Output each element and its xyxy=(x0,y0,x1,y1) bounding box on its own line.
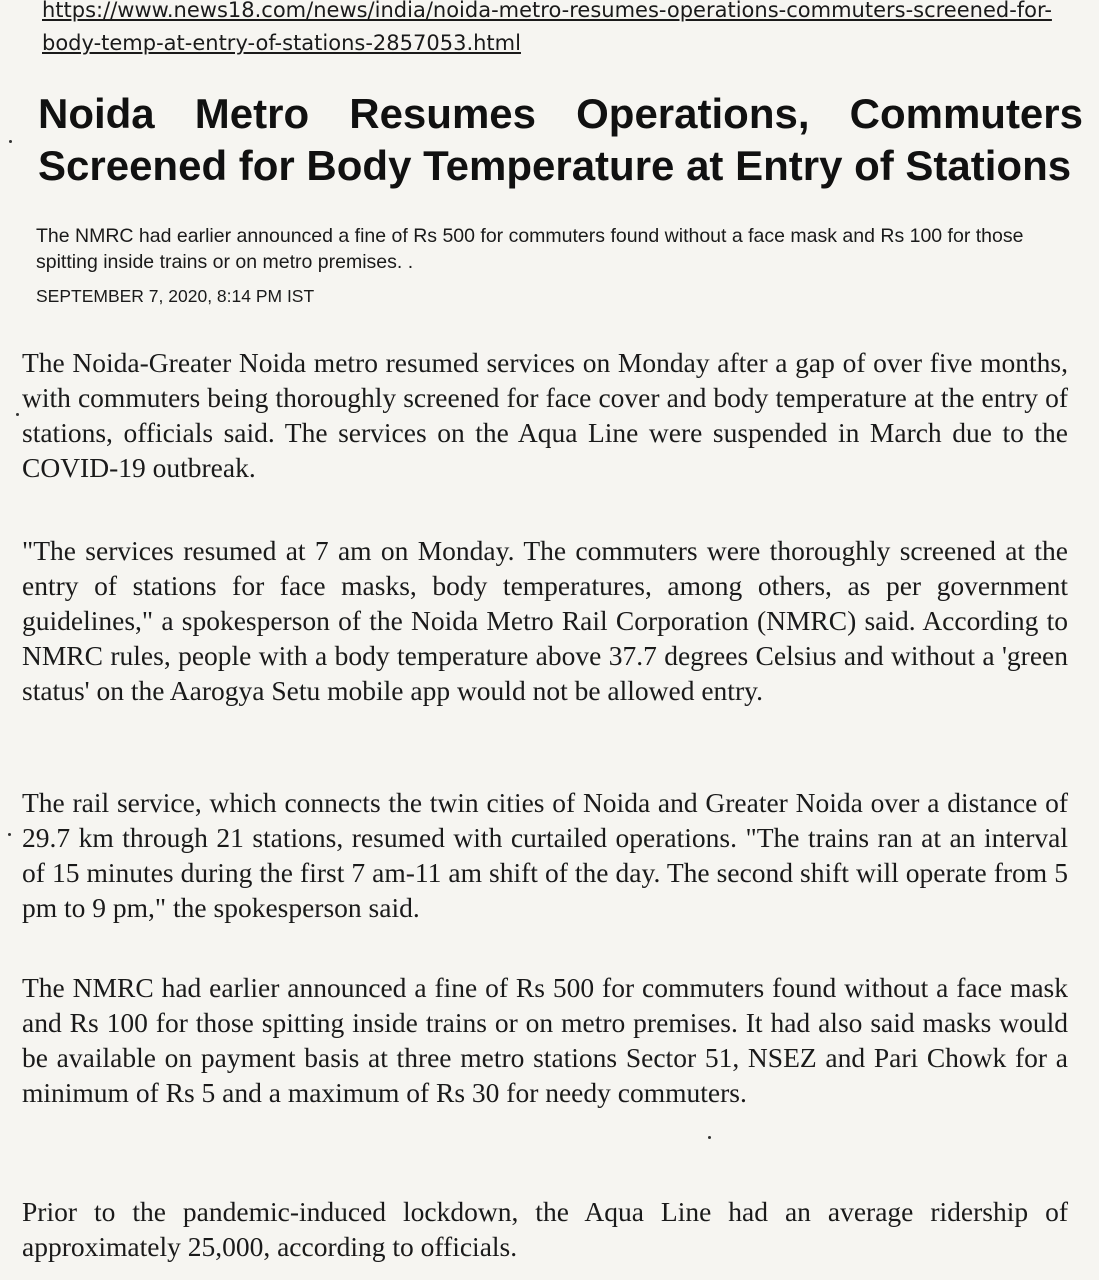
scan-speck xyxy=(8,833,11,836)
scan-speck xyxy=(708,1136,711,1139)
article-paragraph: The Noida-Greater Noida metro resumed services on Monday after a gap of over five months, with commuters being thoroughly screened for face cover and body temperature at the entry of stations, officials said. The services on the Aqua Line were suspended in March due to the COVID-19 outbreak. xyxy=(22,347,1068,483)
scan-speck xyxy=(9,140,12,143)
article-headline: Noida Metro Resumes Operations, Commuters Screened for Body Temperature at Entry of Stations xyxy=(38,90,1083,189)
article-subheadline: The NMRC had earlier announced a fine of Rs 500 for commuters found without a face mask and Rs 100 for those spitting inside trains or on metro premises. . xyxy=(36,225,1024,273)
article-paragraph: Prior to the pandemic-induced lockdown, the Aqua Line had an average ridership of approximately 25,000, according to officials. xyxy=(22,1196,1068,1262)
source-url-link[interactable]: https://www.news18.com/news/india/noida-metro-resumes-operations-commuters-screened-for-body-temp-at-entry-of-stations-2857053.html xyxy=(42,0,1052,55)
article-paragraph: "The services resumed at 7 am on Monday. The commuters were thoroughly screened at the entry of stations for face masks, body temperatures, among others, as per government guidelines," a spokesperson of the Noida Metro Rail Corporation (NMRC) said. According to NMRC rules, people with a body temperature above 37.7 degrees Celsius and without a 'green status' on the Aarogya Setu mobile app would not be allowed entry. xyxy=(22,535,1068,706)
article-paragraph: The rail service, which connects the twin cities of Noida and Greater Noida over a distance of 29.7 km through 21 stations, resumed with curtailed operations. "The trains ran at an interval of 15 minutes during the first 7 am-11 am shift of the day. The second shift will operate from 5 pm to 9 pm," the spokesperson said. xyxy=(22,787,1068,923)
article-dateline: SEPTEMBER 7, 2020, 8:14 PM IST xyxy=(36,286,315,306)
article-paragraph: The NMRC had earlier announced a fine of Rs 500 for commuters found without a face mask and Rs 100 for those spitting inside trains or on metro premises. It had also said masks would be available on payment basis at three metro stations Sector 51, NSEZ and Pari Chowk for a minimum of Rs 5 and a maximum of Rs 30 for needy commuters. xyxy=(22,972,1068,1108)
scan-speck xyxy=(16,413,19,416)
